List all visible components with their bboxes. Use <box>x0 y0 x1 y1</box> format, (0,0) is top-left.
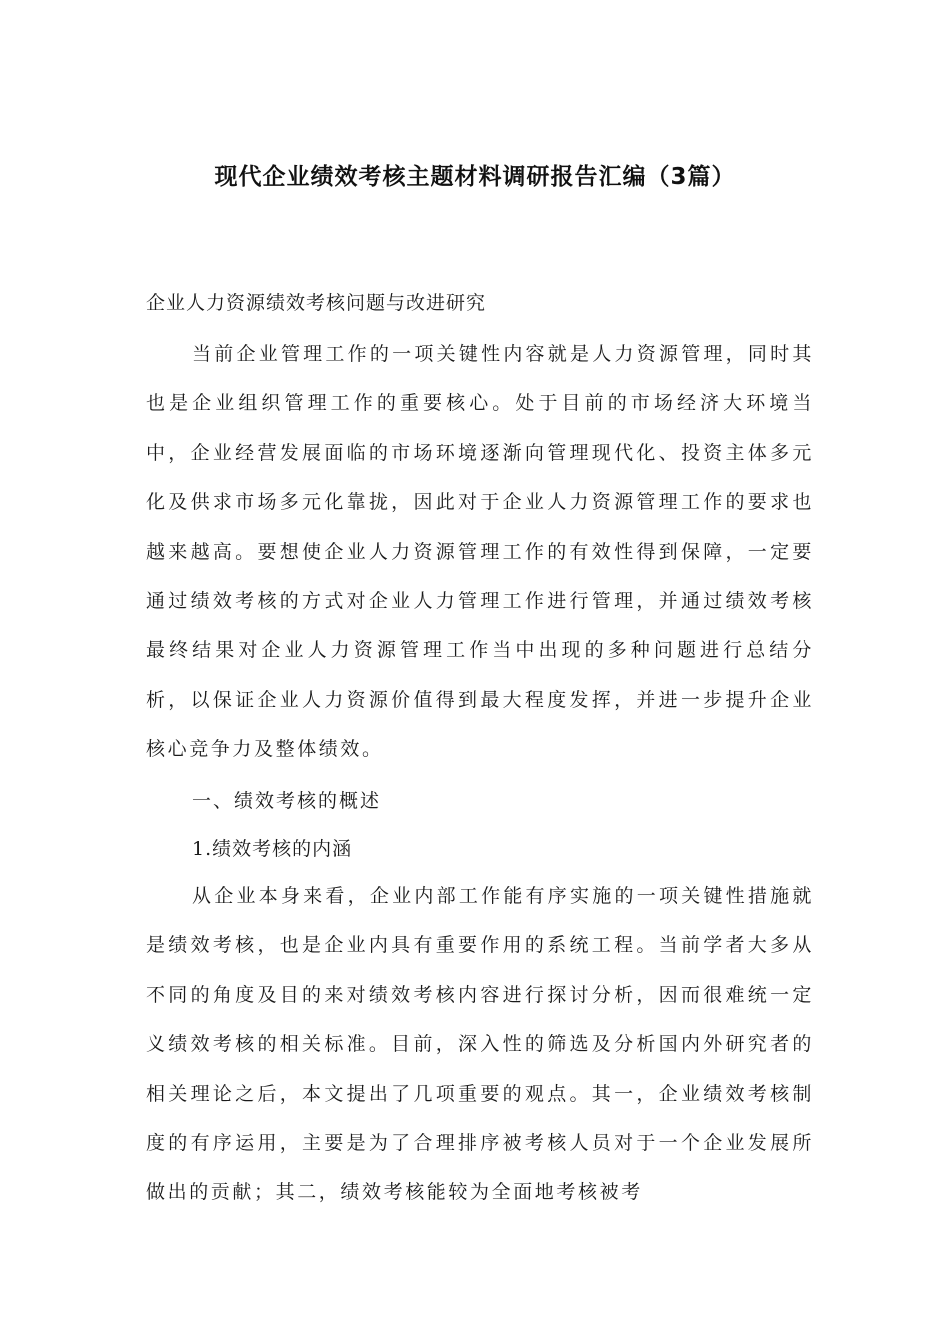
body-paragraph: 从企业本身来看，企业内部工作能有序实施的一项关键性措施就是绩效考核，也是企业内具有重要作用的系统工程。当前学者大多从不同的角度及目的来对绩效考核内容进行探讨分析，因而很难统一定义绩效考核的相关标准。目前，深入性的筛选及分析国内外研究者的相关理论之后，本文提出了几项重要的观点。其一，企业绩效考核制度的有序运用，主要是为了合理排序被考核人员对于一个企业发展所做出的贡献；其二，绩效考核能较为全面地考核被考 <box>146 885 814 1204</box>
subsection-heading: 1.绩效考核的内涵 <box>192 838 353 860</box>
section-heading: 一、绩效考核的概述 <box>192 790 382 812</box>
document-title: 现代企业绩效考核主题材料调研报告汇编（3篇） <box>214 164 736 190</box>
document-subtitle: 企业人力资源绩效考核问题与改进研究 <box>146 292 487 314</box>
body-paragraph: 当前企业管理工作的一项关键性内容就是人力资源管理，同时其也是企业组织管理工作的重要核心。处于目前的市场经济大环境当中，企业经营发展面临的市场环境逐渐向管理现代化、投资主体多元化及供求市场多元化靠拢，因此对于企业人力资源管理工作的要求也越来越高。要想使企业人力资源管理工作的有效性得到保障，一定要通过绩效考核的方式对企业人力管理工作进行管理，并通过绩效考核最终结果对企业人力资源管理工作当中出现的多种问题进行总结分析，以保证企业人力资源价值得到最大程度发挥，并进一步提升企业核心竞争力及整体绩效。 <box>146 343 814 761</box>
